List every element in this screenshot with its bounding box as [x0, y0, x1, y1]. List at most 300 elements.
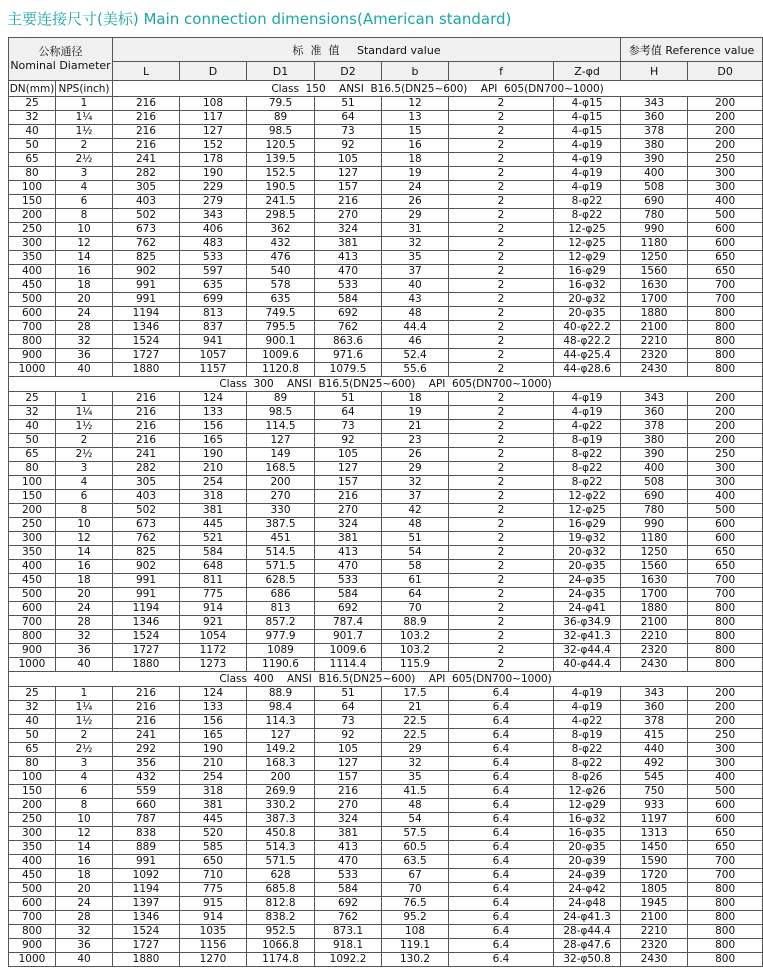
cell-d0: 800	[688, 953, 763, 967]
cell-d1: 127	[247, 434, 315, 448]
cell-l: 216	[113, 687, 180, 701]
cell-dn: 25	[9, 97, 56, 111]
cell-z-phi-d: 20-φ35	[554, 307, 621, 321]
cell-f: 2	[449, 546, 554, 560]
cell-d1: 628.5	[247, 574, 315, 588]
cell-d1: 685.8	[247, 883, 315, 897]
cell-l: 216	[113, 715, 180, 729]
cell-d: 229	[180, 181, 247, 195]
cell-b: 19	[382, 167, 449, 181]
table-row	[9, 504, 763, 518]
cell-l: 1194	[113, 602, 180, 616]
cell-dn: 300	[9, 827, 56, 841]
cell-d0: 800	[688, 658, 763, 672]
cell-l: 1397	[113, 897, 180, 911]
cell-b: 29	[382, 209, 449, 223]
cell-d1: 88.9	[247, 687, 315, 701]
cell-b: 46	[382, 335, 449, 349]
cell-l: 825	[113, 546, 180, 560]
cell-f: 6.4	[449, 715, 554, 729]
cell-h: 378	[621, 420, 688, 434]
cell-b: 67	[382, 869, 449, 883]
cell-d0: 200	[688, 392, 763, 406]
cell-d: 152	[180, 139, 247, 153]
cell-nps: 1¼	[56, 406, 113, 420]
cell-z-phi-d: 4-φ22	[554, 420, 621, 434]
cell-z-phi-d: 4-φ19	[554, 406, 621, 420]
cell-d: 915	[180, 897, 247, 911]
cell-b: 17.5	[382, 687, 449, 701]
cell-dn: 1000	[9, 658, 56, 672]
cell-b: 130.2	[382, 953, 449, 967]
cell-nps: 4	[56, 181, 113, 195]
cell-dn: 300	[9, 532, 56, 546]
cell-dn: 450	[9, 574, 56, 588]
cell-dn: 400	[9, 855, 56, 869]
cell-dn: 200	[9, 209, 56, 223]
cell-d: 254	[180, 771, 247, 785]
cell-d2: 324	[315, 223, 382, 237]
cell-nps: 6	[56, 490, 113, 504]
cell-d1: 514.5	[247, 546, 315, 560]
cell-d1: 79.5	[247, 97, 315, 111]
cell-d0: 800	[688, 321, 763, 335]
table-row	[9, 279, 763, 293]
cell-d: 584	[180, 546, 247, 560]
cell-d2: 787.4	[315, 616, 382, 630]
col-header-l: L	[113, 62, 180, 81]
table-row	[9, 813, 763, 827]
cell-l: 1194	[113, 307, 180, 321]
cell-nps: 4	[56, 476, 113, 490]
cell-d: 381	[180, 504, 247, 518]
cell-d1: 540	[247, 265, 315, 279]
cell-d0: 300	[688, 462, 763, 476]
cell-d: 406	[180, 223, 247, 237]
cell-nps: 1½	[56, 125, 113, 139]
cell-d2: 692	[315, 897, 382, 911]
class-section-row	[9, 377, 763, 392]
cell-d1: 476	[247, 251, 315, 265]
cell-d0: 650	[688, 546, 763, 560]
table-body	[9, 97, 763, 967]
cell-z-phi-d: 8-φ19	[554, 434, 621, 448]
cell-d0: 300	[688, 181, 763, 195]
cell-h: 690	[621, 195, 688, 209]
cell-f: 6.4	[449, 869, 554, 883]
cell-l: 216	[113, 139, 180, 153]
cell-b: 54	[382, 546, 449, 560]
cell-d0: 700	[688, 869, 763, 883]
cell-l: 991	[113, 293, 180, 307]
cell-dn: 350	[9, 841, 56, 855]
cell-d2: 105	[315, 153, 382, 167]
cell-f: 6.4	[449, 687, 554, 701]
col-header-d1: D1	[247, 62, 315, 81]
cell-l: 216	[113, 406, 180, 420]
cell-d2: 584	[315, 883, 382, 897]
cell-d1: 812.8	[247, 897, 315, 911]
cell-z-phi-d: 12-φ25	[554, 223, 621, 237]
cell-b: 48	[382, 518, 449, 532]
cell-f: 2	[449, 602, 554, 616]
cell-l: 1880	[113, 363, 180, 377]
cell-d1: 628	[247, 869, 315, 883]
cell-dn: 250	[9, 813, 56, 827]
cell-l: 403	[113, 195, 180, 209]
cell-b: 48	[382, 307, 449, 321]
cell-nps: 6	[56, 195, 113, 209]
col-header-d: D	[180, 62, 247, 81]
cell-d1: 977.9	[247, 630, 315, 644]
cell-z-phi-d: 8-φ22	[554, 476, 621, 490]
cell-d: 1157	[180, 363, 247, 377]
cell-d: 156	[180, 715, 247, 729]
cell-f: 2	[449, 363, 554, 377]
cell-dn: 100	[9, 476, 56, 490]
cell-d1: 432	[247, 237, 315, 251]
cell-z-phi-d: 4-φ19	[554, 167, 621, 181]
cell-nps: 16	[56, 265, 113, 279]
cell-d2: 533	[315, 279, 382, 293]
cell-d1: 168.5	[247, 462, 315, 476]
cell-d: 921	[180, 616, 247, 630]
cell-h: 1180	[621, 237, 688, 251]
table-row	[9, 490, 763, 504]
cell-d2: 157	[315, 476, 382, 490]
cell-d0: 250	[688, 153, 763, 167]
cell-dn: 500	[9, 588, 56, 602]
cell-d1: 241.5	[247, 195, 315, 209]
cell-d2: 381	[315, 237, 382, 251]
cell-z-phi-d: 24-φ48	[554, 897, 621, 911]
cell-d1: 514.3	[247, 841, 315, 855]
cell-d1: 362	[247, 223, 315, 237]
cell-h: 390	[621, 448, 688, 462]
cell-d: 108	[180, 97, 247, 111]
cell-nps: 12	[56, 827, 113, 841]
cell-l: 673	[113, 518, 180, 532]
cell-d1: 98.4	[247, 701, 315, 715]
col-header-nps: NPS(inch)	[56, 81, 113, 97]
cell-d: 124	[180, 687, 247, 701]
cell-d0: 650	[688, 265, 763, 279]
cell-d0: 500	[688, 785, 763, 799]
cell-l: 216	[113, 701, 180, 715]
cell-nps: 2	[56, 434, 113, 448]
cell-d1: 571.5	[247, 560, 315, 574]
cell-nps: 2	[56, 729, 113, 743]
cell-h: 690	[621, 490, 688, 504]
cell-h: 380	[621, 139, 688, 153]
cell-b: 31	[382, 223, 449, 237]
cell-h: 360	[621, 111, 688, 125]
cell-b: 29	[382, 462, 449, 476]
cell-b: 21	[382, 420, 449, 434]
cell-b: 26	[382, 195, 449, 209]
cell-f: 2	[449, 462, 554, 476]
cell-b: 58	[382, 560, 449, 574]
cell-d2: 324	[315, 813, 382, 827]
cell-h: 400	[621, 167, 688, 181]
cell-z-phi-d: 4-φ19	[554, 701, 621, 715]
cell-b: 32	[382, 476, 449, 490]
cell-d2: 216	[315, 195, 382, 209]
cell-l: 1346	[113, 616, 180, 630]
cell-d: 1035	[180, 925, 247, 939]
cell-nps: 3	[56, 167, 113, 181]
table-row	[9, 925, 763, 939]
cell-nps: 1½	[56, 715, 113, 729]
cell-d2: 73	[315, 420, 382, 434]
cell-b: 60.5	[382, 841, 449, 855]
cell-f: 6.4	[449, 813, 554, 827]
cell-d2: 270	[315, 209, 382, 223]
col-header-h: H	[621, 62, 688, 81]
cell-b: 15	[382, 125, 449, 139]
cell-d0: 600	[688, 799, 763, 813]
cell-d0: 800	[688, 616, 763, 630]
cell-d: 521	[180, 532, 247, 546]
cell-z-phi-d: 8-φ22	[554, 209, 621, 223]
cell-h: 400	[621, 462, 688, 476]
cell-h: 440	[621, 743, 688, 757]
cell-l: 216	[113, 434, 180, 448]
cell-z-phi-d: 20-φ32	[554, 293, 621, 307]
cell-d: 190	[180, 167, 247, 181]
cell-f: 2	[449, 588, 554, 602]
cell-l: 1727	[113, 644, 180, 658]
cell-d2: 270	[315, 504, 382, 518]
cell-l: 1092	[113, 869, 180, 883]
col-header-d0: D0	[688, 62, 763, 81]
cell-dn: 500	[9, 293, 56, 307]
cell-f: 2	[449, 307, 554, 321]
cell-l: 216	[113, 111, 180, 125]
cell-d2: 901.7	[315, 630, 382, 644]
cell-f: 6.4	[449, 743, 554, 757]
cell-d2: 470	[315, 265, 382, 279]
cell-f: 2	[449, 209, 554, 223]
cell-d: 254	[180, 476, 247, 490]
cell-d1: 451	[247, 532, 315, 546]
cell-d2: 533	[315, 869, 382, 883]
cell-dn: 1000	[9, 953, 56, 967]
standard-value-header: 标 准 值 Standard value	[113, 38, 621, 62]
cell-l: 902	[113, 265, 180, 279]
cell-l: 838	[113, 827, 180, 841]
cell-b: 76.5	[382, 897, 449, 911]
table-row	[9, 827, 763, 841]
cell-dn: 32	[9, 406, 56, 420]
cell-d1: 190.5	[247, 181, 315, 195]
cell-d0: 400	[688, 195, 763, 209]
cell-d1: 387.5	[247, 518, 315, 532]
cell-z-phi-d: 8-φ26	[554, 771, 621, 785]
cell-b: 22.5	[382, 729, 449, 743]
cell-z-phi-d: 4-φ19	[554, 139, 621, 153]
cell-d2: 127	[315, 757, 382, 771]
cell-l: 216	[113, 420, 180, 434]
cell-dn: 900	[9, 349, 56, 363]
cell-f: 6.4	[449, 897, 554, 911]
cell-b: 88.9	[382, 616, 449, 630]
cell-d1: 1190.6	[247, 658, 315, 672]
cell-d: 165	[180, 434, 247, 448]
cell-f: 2	[449, 153, 554, 167]
cell-b: 119.1	[382, 939, 449, 953]
cell-d: 941	[180, 335, 247, 349]
cell-l: 216	[113, 125, 180, 139]
cell-dn: 250	[9, 518, 56, 532]
cell-b: 42	[382, 504, 449, 518]
cell-d: 1273	[180, 658, 247, 672]
cell-b: 95.2	[382, 911, 449, 925]
table-row	[9, 644, 763, 658]
cell-f: 6.4	[449, 855, 554, 869]
cell-h: 2430	[621, 363, 688, 377]
cell-h: 343	[621, 97, 688, 111]
cell-f: 2	[449, 630, 554, 644]
cell-f: 6.4	[449, 953, 554, 967]
cell-f: 2	[449, 181, 554, 195]
cell-d2: 105	[315, 743, 382, 757]
cell-nps: 10	[56, 223, 113, 237]
cell-nps: 20	[56, 883, 113, 897]
cell-z-phi-d: 4-φ15	[554, 111, 621, 125]
cell-d: 837	[180, 321, 247, 335]
cell-f: 2	[449, 560, 554, 574]
cell-dn: 800	[9, 925, 56, 939]
cell-d2: 1009.6	[315, 644, 382, 658]
cell-dn: 500	[9, 883, 56, 897]
cell-f: 2	[449, 644, 554, 658]
cell-d2: 216	[315, 490, 382, 504]
table-row	[9, 181, 763, 195]
cell-d0: 800	[688, 897, 763, 911]
cell-h: 545	[621, 771, 688, 785]
cell-l: 991	[113, 588, 180, 602]
cell-d0: 800	[688, 925, 763, 939]
table-row	[9, 729, 763, 743]
cell-l: 889	[113, 841, 180, 855]
table-row	[9, 195, 763, 209]
cell-z-phi-d: 16-φ29	[554, 265, 621, 279]
nominal-diameter-en: Nominal Diameter	[10, 59, 111, 72]
cell-d: 445	[180, 813, 247, 827]
table-row	[9, 153, 763, 167]
cell-d2: 1114.4	[315, 658, 382, 672]
cell-b: 103.2	[382, 644, 449, 658]
cell-z-phi-d: 4-φ19	[554, 392, 621, 406]
cell-h: 1700	[621, 588, 688, 602]
cell-z-phi-d: 32-φ50.8	[554, 953, 621, 967]
table-row	[9, 574, 763, 588]
cell-h: 2320	[621, 644, 688, 658]
cell-d0: 200	[688, 97, 763, 111]
cell-b: 32	[382, 757, 449, 771]
cell-h: 360	[621, 406, 688, 420]
cell-dn: 400	[9, 560, 56, 574]
class-section-label: Class 400 ANSI B16.5(DN25~600) API 605(DN700~1000)	[9, 672, 763, 687]
cell-dn: 200	[9, 799, 56, 813]
table-row	[9, 532, 763, 546]
cell-l: 241	[113, 729, 180, 743]
cell-l: 241	[113, 153, 180, 167]
cell-d0: 300	[688, 757, 763, 771]
cell-nps: 28	[56, 616, 113, 630]
table-row	[9, 251, 763, 265]
cell-d0: 200	[688, 406, 763, 420]
cell-f: 2	[449, 490, 554, 504]
cell-f: 6.4	[449, 771, 554, 785]
cell-d: 1270	[180, 953, 247, 967]
cell-h: 1313	[621, 827, 688, 841]
cell-b: 63.5	[382, 855, 449, 869]
cell-dn: 32	[9, 701, 56, 715]
cell-b: 64	[382, 588, 449, 602]
cell-nps: 18	[56, 574, 113, 588]
cell-h: 2100	[621, 321, 688, 335]
cell-b: 18	[382, 392, 449, 406]
cell-b: 52.4	[382, 349, 449, 363]
cell-z-phi-d: 8-φ22	[554, 195, 621, 209]
cell-h: 508	[621, 181, 688, 195]
cell-d0: 800	[688, 630, 763, 644]
cell-d0: 200	[688, 715, 763, 729]
cell-d: 585	[180, 841, 247, 855]
cell-z-phi-d: 12-φ25	[554, 504, 621, 518]
cell-z-phi-d: 28-φ47.6	[554, 939, 621, 953]
cell-f: 6.4	[449, 785, 554, 799]
cell-nps: 2½	[56, 153, 113, 167]
cell-z-phi-d: 20-φ32	[554, 546, 621, 560]
cell-dn: 600	[9, 602, 56, 616]
cell-d: 533	[180, 251, 247, 265]
cell-b: 55.6	[382, 363, 449, 377]
cell-dn: 100	[9, 181, 56, 195]
cell-h: 390	[621, 153, 688, 167]
cell-d2: 413	[315, 841, 382, 855]
cell-b: 57.5	[382, 827, 449, 841]
table-row	[9, 911, 763, 925]
cell-b: 61	[382, 574, 449, 588]
table-row	[9, 785, 763, 799]
cell-h: 378	[621, 125, 688, 139]
cell-d1: 952.5	[247, 925, 315, 939]
cell-d1: 114.5	[247, 420, 315, 434]
cell-h: 1560	[621, 265, 688, 279]
cell-d1: 686	[247, 588, 315, 602]
cell-d: 178	[180, 153, 247, 167]
cell-h: 1630	[621, 279, 688, 293]
cell-d: 520	[180, 827, 247, 841]
cell-d1: 635	[247, 293, 315, 307]
cell-dn: 65	[9, 153, 56, 167]
cell-l: 1880	[113, 658, 180, 672]
cell-d: 210	[180, 757, 247, 771]
cell-d: 775	[180, 883, 247, 897]
table-row	[9, 209, 763, 223]
cell-d2: 971.6	[315, 349, 382, 363]
cell-d0: 800	[688, 939, 763, 953]
cell-b: 12	[382, 97, 449, 111]
cell-f: 6.4	[449, 827, 554, 841]
cell-nps: 20	[56, 588, 113, 602]
cell-d1: 270	[247, 490, 315, 504]
cell-d1: 1089	[247, 644, 315, 658]
cell-f: 2	[449, 574, 554, 588]
